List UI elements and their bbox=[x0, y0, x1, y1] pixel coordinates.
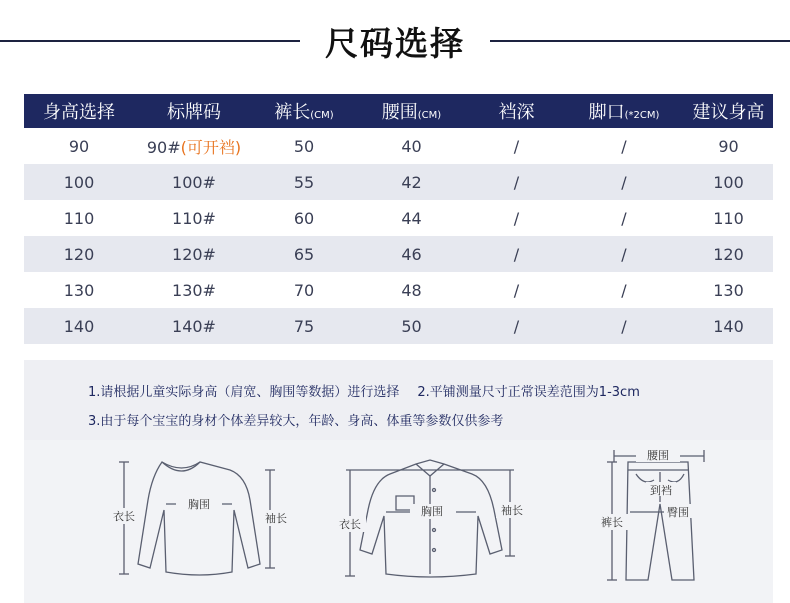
measurement-diagrams bbox=[24, 440, 773, 603]
table-row: 140 140# 75 50 / / 140 bbox=[24, 308, 773, 344]
shirt-sleeve-label: 袖长 bbox=[501, 504, 523, 517]
header-suggest: 建议身高 bbox=[692, 102, 765, 123]
header-waist: 腰围(CM) bbox=[381, 102, 442, 123]
title-row bbox=[0, 0, 790, 80]
pants-length-label: 裤长 bbox=[601, 516, 623, 529]
shirt-length-label: 衣长 bbox=[339, 518, 361, 531]
tag-note: (可开裆) bbox=[180, 137, 242, 157]
header-tag: 标牌码 bbox=[167, 102, 221, 123]
table-row: 100 100# 55 42 / / 100 bbox=[24, 164, 773, 200]
note-line-2: 3.由于每个宝宝的身材个体差异较大，年龄、身高、体重等参数仅供参考 bbox=[88, 414, 504, 429]
title-divider-left bbox=[0, 40, 300, 42]
title-divider-right bbox=[490, 40, 790, 42]
table-row: 120 120# 65 46 / / 120 bbox=[24, 236, 773, 272]
header-hem: 脚口(*2CM) bbox=[588, 102, 660, 123]
header-length: 裤长(CM) bbox=[274, 102, 334, 123]
pants-hip-label: 臀围 bbox=[667, 506, 689, 519]
sweater-sleeve-label: 袖长 bbox=[265, 512, 287, 525]
note-line-1: 1.请根据儿童实际身高（肩宽、胸围等数据）进行选择 2.平铺测量尺寸正常误差范围为1-3cm bbox=[88, 385, 640, 400]
table-header bbox=[24, 94, 773, 128]
sweater-length-label: 衣长 bbox=[113, 510, 135, 523]
sweater-chest-label: 胸围 bbox=[188, 498, 210, 511]
table-row: 110 110# 60 44 / / 110 bbox=[63, 208, 744, 228]
sweater-diagram bbox=[119, 462, 275, 575]
header-crotch: 裆深 bbox=[498, 102, 535, 123]
table-row: 90 90#(可开裆) 50 40 / / 90 bbox=[68, 136, 739, 157]
notes-panel bbox=[24, 360, 773, 440]
pants-waist-label: 腰围 bbox=[647, 449, 669, 462]
page-title: 尺码选择 bbox=[325, 24, 465, 63]
pants-crotch-label: 到裆 bbox=[650, 484, 672, 497]
header-height: 身高选择 bbox=[43, 102, 115, 123]
diagram-svg bbox=[24, 440, 773, 603]
size-table bbox=[24, 94, 773, 344]
table-row: 130 130# 70 48 / / 130 bbox=[63, 280, 744, 300]
shirt-chest-label: 胸围 bbox=[421, 505, 443, 518]
